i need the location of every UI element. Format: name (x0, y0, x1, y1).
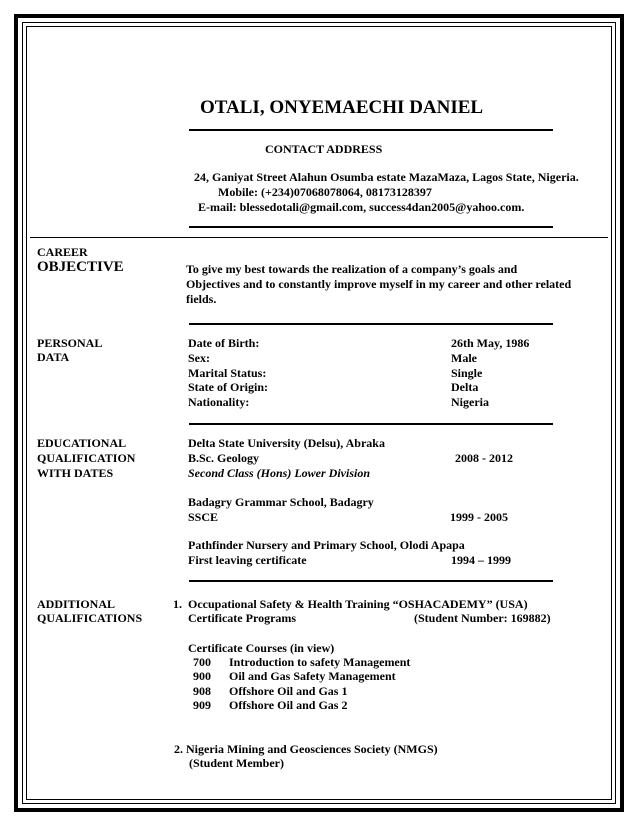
personal-field: Nationality: (188, 395, 250, 409)
school-name: Delta State University (Delsu), Abraka (188, 436, 385, 450)
email-line: E-mail: blessedotali@gmail.com, success4dan2005@yahoo.com. (198, 200, 525, 214)
degree-class: Second Class (Hons) Lower Division (188, 466, 371, 480)
contact-heading: CONTACT ADDRESS (265, 142, 383, 156)
course-code: 908 (193, 684, 211, 698)
personal-value: 26th May, 1986 (451, 336, 530, 350)
career-line-1: To give my best towards the realization of a company’s goals and (186, 262, 518, 276)
qualification: B.Sc. Geology (188, 451, 259, 465)
personal-field: Sex: (188, 351, 210, 365)
divider (189, 323, 553, 325)
society-role: (Student Member) (189, 756, 284, 770)
career-line-3: fields. (186, 292, 217, 306)
certificate-programs: Certificate Programs (188, 611, 297, 625)
student-number: (Student Number: 169882) (414, 611, 551, 625)
personal-label-2: DATA (37, 350, 70, 364)
qualification: First leaving certificate (188, 553, 307, 567)
personal-field: Marital Status: (188, 366, 267, 380)
list-number: 1. (173, 597, 182, 611)
address-line: 24, Ganiyat Street Alahun Osumba estate MazaMaza, Lagos State, Nigeria. (194, 170, 579, 184)
school-name: Badagry Grammar School, Badagry (188, 495, 374, 509)
course-title: Offshore Oil and Gas 2 (229, 698, 348, 712)
education-label-1: EDUCATIONAL (37, 436, 127, 450)
additional-label-2: QUALIFICATIONS (37, 611, 143, 625)
education-label-2: QUALIFICATION (37, 451, 136, 465)
education-label-3: WITH DATES (37, 466, 114, 480)
section-separator (30, 237, 608, 238)
school-name: Pathfinder Nursery and Primary School, Olodi Apapa (188, 538, 465, 552)
mobile-line: Mobile: (+234)07068078064, 08173128397 (218, 185, 432, 199)
course-code: 909 (193, 698, 211, 712)
course-title: Introduction to safety Management (229, 655, 411, 669)
resume-name: OTALI, ONYEMAECHI DANIEL (200, 97, 484, 118)
training-title: Occupational Safety & Health Training “OSHACADEMY” (USA) (188, 597, 528, 611)
divider (189, 226, 553, 228)
course-title: Offshore Oil and Gas 1 (229, 684, 348, 698)
divider (189, 423, 553, 425)
personal-value: Nigeria (451, 395, 489, 409)
personal-field: State of Origin: (188, 380, 268, 394)
personal-value: Delta (451, 380, 479, 394)
career-line-2: Objectives and to constantly improve myself in my career and other related (186, 277, 572, 291)
course-code: 900 (193, 669, 211, 683)
course-code: 700 (193, 655, 211, 669)
personal-field: Date of Birth: (188, 336, 260, 350)
dates: 1994 – 1999 (451, 553, 511, 567)
dates: 2008 - 2012 (455, 451, 513, 465)
personal-value: Male (451, 351, 477, 365)
qualification: SSCE (188, 510, 219, 524)
divider (189, 129, 553, 131)
society-membership: 2. Nigeria Mining and Geosciences Society (NMGS) (174, 742, 438, 756)
career-label-2: OBJECTIVE (37, 259, 124, 275)
course-title: Oil and Gas Safety Management (229, 669, 396, 683)
divider (189, 580, 553, 582)
career-label-1: CAREER (37, 245, 88, 259)
additional-label-1: ADDITIONAL (37, 597, 116, 611)
dates: 1999 - 2005 (450, 510, 508, 524)
courses-heading: Certificate Courses (in view) (188, 641, 335, 655)
personal-value: Single (451, 366, 483, 380)
personal-label-1: PERSONAL (37, 336, 103, 350)
